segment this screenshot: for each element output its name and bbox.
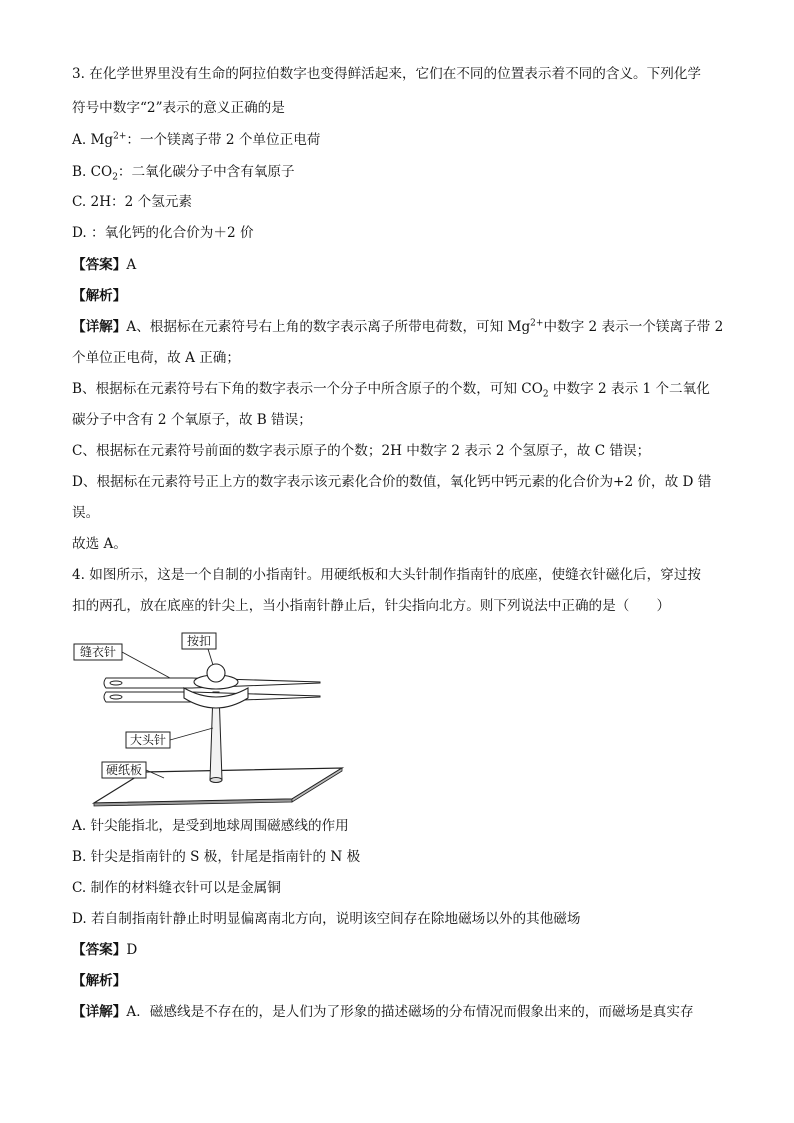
q3-option-a-sup: 2+ [113, 131, 127, 142]
compass-figure [72, 632, 372, 812]
snap-label: 按扣 [186, 634, 212, 648]
q4-option-c-text: C. 制作的材料缝衣针可以是金属铜 [72, 880, 281, 896]
snap-body [184, 688, 248, 708]
q4-answer-value: D [126, 942, 138, 958]
q3-stem-line-2 [72, 98, 285, 118]
q3-detail-text-4: 碳分子中含有 2 个氧原子，故 B 错误； [72, 412, 312, 428]
q3-stem-text-1: 3. 在化学世界里没有生命的阿拉伯数字也变得鲜活起来，它们在不同的位置表示着不同的含义。下列化学 [72, 66, 702, 82]
q3-option-a-pre: A. Mg [72, 132, 114, 148]
q3-analysis-heading [72, 286, 126, 306]
q3-option-b-sub: 2 [112, 172, 118, 183]
q4-analysis-tag: 【解析】 [72, 973, 127, 989]
q3-option-d-text: D. ：氧化钙的化合价为＋2 价 [72, 225, 254, 241]
q3-analysis-tag: 【解析】 [72, 288, 127, 304]
pin-label: 大头针 [129, 733, 167, 747]
q3-detail-text-6: D、根据标在元素符号正上方的数字表示该元素化合价的数值，氧化钙中钙元素的化合价为+2 价，故 D 错 [72, 474, 712, 490]
q4-answer-tag: 【答案】 [72, 942, 127, 958]
q3-detail-text-2: 个单位正电荷，故 A 正确； [72, 350, 240, 366]
needle-label: 缝衣针 [79, 645, 117, 659]
q3-stem-text-2: 符号中数字“2”表示的意义正确的是 [72, 100, 285, 116]
q4-option-d [72, 909, 580, 929]
q4-detail-text-1: A．磁感线是不存在的，是人们为了形象的描述磁场的分布情况而假象出来的，而磁场是真实存 [126, 1004, 694, 1020]
q3-detail-line-2 [72, 348, 240, 368]
q3-detail-text-1b: 中数字 2 表示一个镁离子带 2 [543, 319, 724, 335]
q4-stem-text-2: 扣的两孔，放在底座的针尖上，当小指南针静止后，针尖指向北方。则下列说法中正确的是（ ） [72, 598, 671, 614]
q4-option-d-text: D. 若自制指南针静止时明显偏离南北方向，说明该空间存在除地磁场以外的其他磁场 [72, 911, 581, 927]
q3-detail-line-5 [72, 441, 650, 461]
q3-stem-line-1 [72, 64, 701, 84]
q3-option-a-post: ：一个镁离子带 2 个单位正电荷 [126, 132, 321, 148]
q3-conclusion-text: 故选 A。 [72, 536, 127, 552]
q3-detail-text-3a: B、根据标在元素符号右下角的数字表示一个分子中所含原子的个数，可知 CO [72, 381, 543, 397]
q4-answer [72, 940, 137, 960]
q3-option-c [72, 192, 192, 212]
q3-detail-text-3b: 中数字 2 表示 1 个二氧化 [548, 381, 710, 397]
q3-detail-line-4 [72, 410, 312, 430]
q3-detail-tag: 【详解】 [72, 319, 127, 335]
q3-answer-value: A [126, 257, 137, 273]
needle-leader-line [122, 652, 170, 678]
pin-leader-line [170, 728, 213, 740]
q3-answer-tag: 【答案】 [72, 257, 127, 273]
q3-detail-line-3 [72, 379, 710, 399]
q3-option-a [72, 130, 320, 150]
q4-stem-text-1: 4. 如图所示，这是一个自制的小指南针。用硬纸板和大头针制作指南针的底座，使缝衣针磁化后，穿过按 [72, 567, 702, 583]
q4-option-a-text: A. 针尖能指北，是受到地球周围磁感线的作用 [72, 818, 349, 834]
q4-detail-line-1 [72, 1002, 694, 1022]
q4-option-c [72, 878, 281, 898]
board-label: 硬纸板 [105, 763, 143, 777]
snap-leader-line [208, 649, 213, 665]
q4-stem-line-1 [72, 565, 701, 585]
q3-detail-sub: 2 [542, 389, 549, 400]
q3-option-b-post: ：二氧化碳分子中含有氧原子 [117, 164, 295, 180]
q3-detail-text-5: C、根据标在元素符号前面的数字表示原子的个数；2H 中数字 2 表示 2 个氢原子，故 C 错误； [72, 443, 651, 459]
q3-option-b [72, 162, 295, 182]
pin-base [210, 778, 222, 783]
q3-answer [72, 255, 136, 275]
q4-option-b [72, 847, 360, 867]
q4-option-a [72, 816, 349, 836]
q3-conclusion [72, 534, 127, 554]
q3-detail-line-1 [72, 317, 723, 337]
q3-detail-text-7: 误。 [72, 505, 100, 521]
snap-knob [207, 664, 225, 682]
q3-detail-line-6 [72, 472, 711, 492]
q3-detail-line-7 [72, 503, 99, 523]
q3-detail-text-1a: A、根据标在元素符号右上角的数字表示离子所带电荷数，可知 Mg [126, 319, 531, 335]
q3-option-d [72, 223, 254, 243]
q4-option-b-text: B. 针尖是指南针的 S 极，针尾是指南针的 N 极 [72, 849, 361, 865]
q4-stem-line-2 [72, 596, 670, 616]
q4-analysis-heading [72, 971, 126, 991]
q3-option-c-text: C. 2H：2 个氢元素 [72, 194, 193, 210]
q4-detail-tag: 【详解】 [72, 1004, 127, 1020]
q3-option-b-pre: B. CO [72, 164, 113, 180]
q3-detail-sup: 2+ [530, 318, 544, 329]
